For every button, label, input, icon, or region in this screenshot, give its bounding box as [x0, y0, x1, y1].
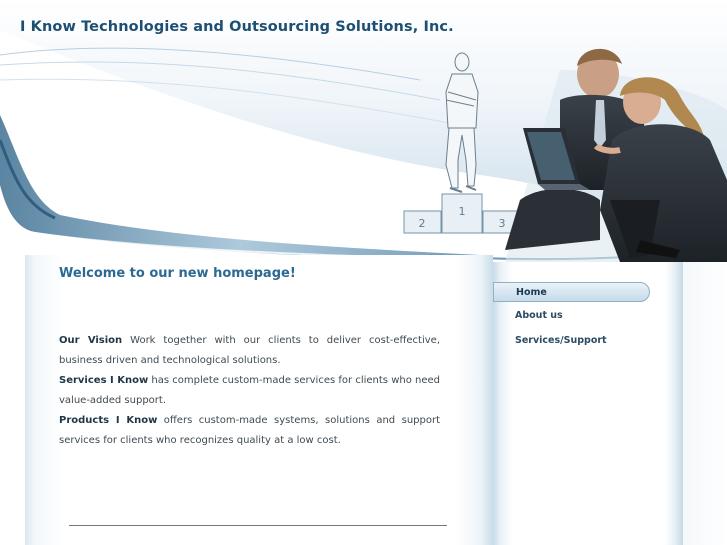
podium-label-1: 1: [458, 205, 466, 218]
welcome-heading: Welcome to our new homepage!: [59, 266, 296, 281]
vision-text: Work together with our clients to deliver cost-effective, business driven and technological solutions.: [59, 335, 440, 366]
services-paragraph: [59, 371, 440, 411]
nav-panel: [493, 262, 683, 545]
podium-label-3: 3: [498, 217, 506, 230]
products-text: offers custom-made systems, solutions and support services for clients who recognizes quality at a low cost.: [59, 415, 441, 446]
site-title: I Know Technologies and Outsourcing Solutions, Inc.: [20, 19, 454, 35]
footer-divider: [69, 525, 447, 526]
header-banner: [0, 0, 727, 265]
nav-about-us[interactable]: About us: [515, 310, 563, 321]
products-paragraph: [59, 411, 440, 451]
podium-label-2: 2: [418, 217, 426, 230]
vision-label: Our Vision: [59, 335, 123, 346]
vision-paragraph: [59, 331, 440, 371]
nav-home[interactable]: Home: [493, 282, 650, 302]
nav-services-support[interactable]: Services/Support: [515, 335, 607, 346]
right-edge-fade: [683, 262, 727, 545]
services-label: Services I Know: [59, 375, 149, 386]
services-text: has complete custom-made services for clients who need value-added support.: [59, 375, 441, 406]
products-label: Products I Know: [59, 415, 158, 426]
